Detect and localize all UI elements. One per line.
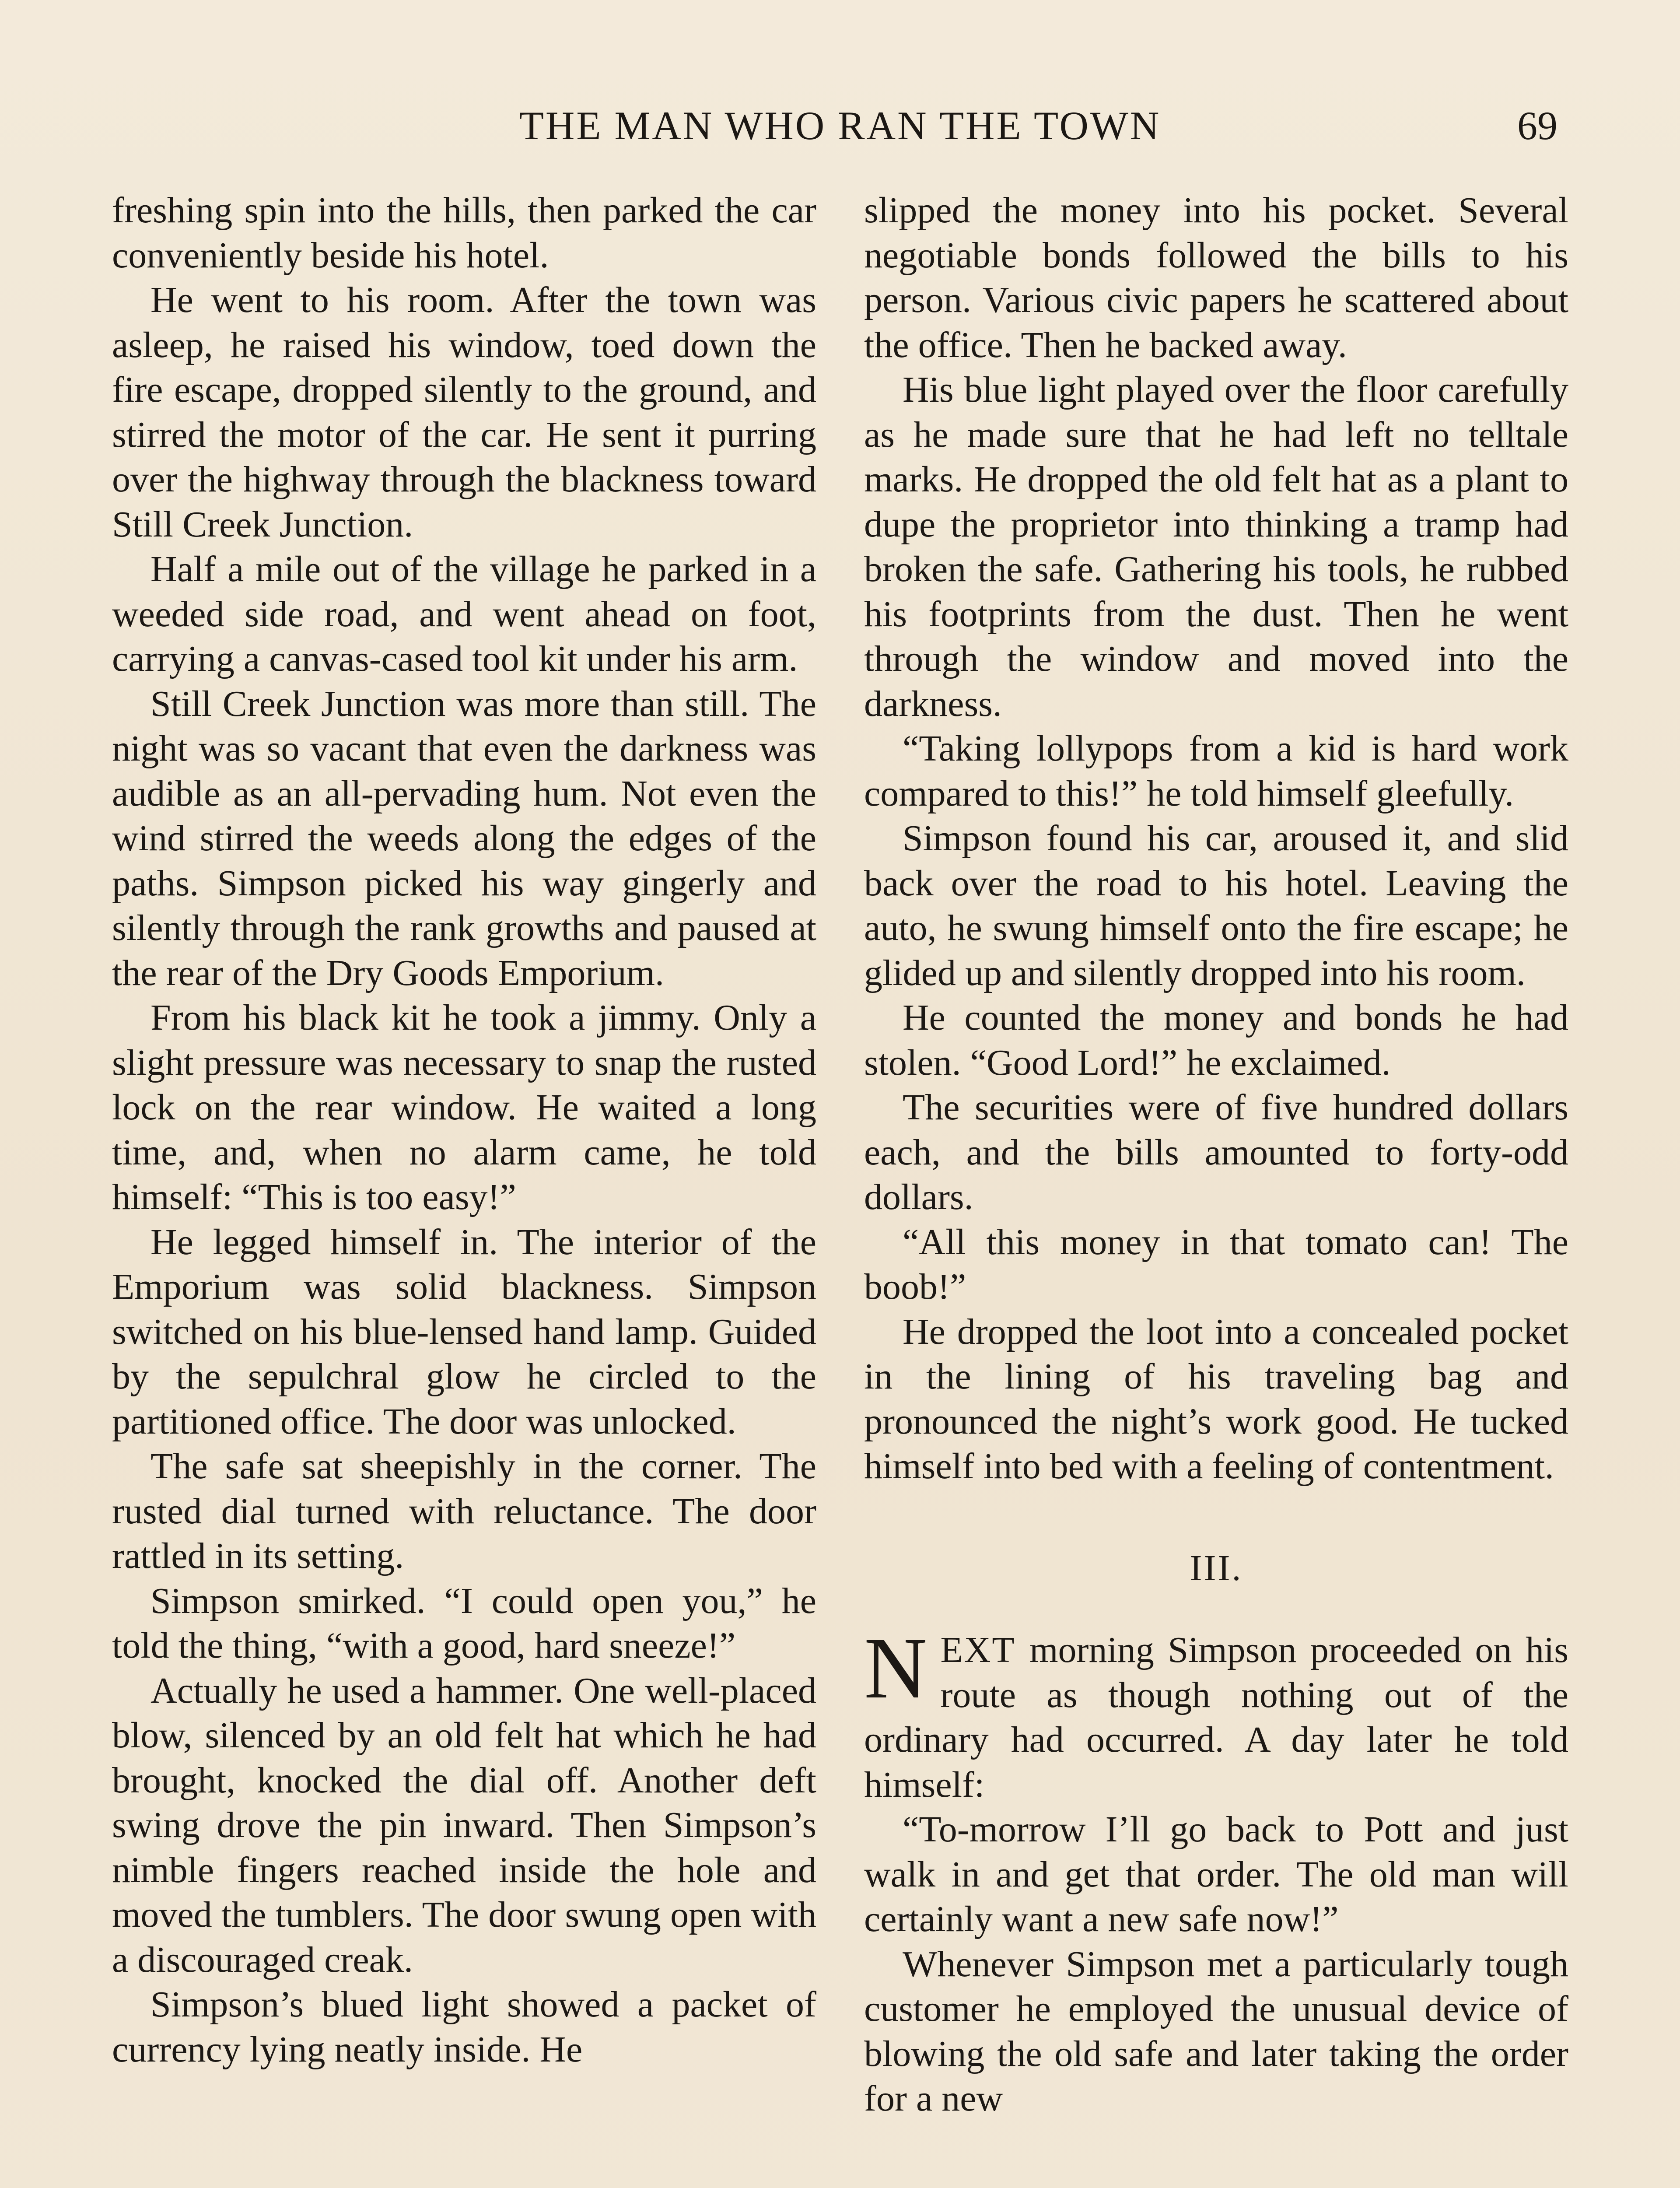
paragraph: From his black kit he took a jimmy. Only a slight pressure was necessary to snap the rusted lock on the rear window. He waited a long time, and, when no alarm came, he told himself: “This is too easy!” xyxy=(112,997,816,1217)
running-head xyxy=(0,102,1680,150)
paragraph: He legged himself in. The interior of the Emporium was solid blackness. Simpson switched on his blue-lensed hand lamp. Guided by the sepulchral glow he circled to the partitioned office. The door was unlocked. xyxy=(112,1221,816,1442)
drop-cap: N xyxy=(864,1620,928,1717)
page-number: 69 xyxy=(1517,103,1558,148)
paragraph: His blue light played over the floor carefully as he made sure that he had left no telltale marks. He dropped the old felt hat as a plant to dupe the proprietor into thinking a tramp had broken the safe. Gathering his tools, he rubbed his footprints from the dust. Then he went through the window and moved into the darkness. xyxy=(864,369,1568,724)
paragraph: He counted the money and bonds he had stolen. “Good Lord!” he exclaimed. xyxy=(864,997,1568,1083)
paragraph: “To-morrow I’ll go back to Pott and just walk in and get that order. The old man will certainly want a new safe now!” xyxy=(864,1809,1568,1939)
paragraph: He dropped the loot into a concealed pocket in the lining of his traveling bag and pronounced the night’s work good. He tucked himself into bed with a feeling of contentment. xyxy=(864,1311,1568,1487)
running-title: THE MAN WHO RAN THE TOWN xyxy=(519,103,1161,148)
paragraph: The safe sat sheepishly in the corner. The rusted dial turned with reluctance. The door rattled in its setting. xyxy=(112,1446,816,1576)
small-caps-lead: EXT xyxy=(940,1630,1016,1670)
paragraph: freshing spin into the hills, then parked the car conveniently beside his hotel. xyxy=(112,190,816,276)
paragraph: Still Creek Junction was more than still. The night was so vacant that even the darkness was audible as an all-pervading hum. Not even the wind stirred the weeds along the edges of the paths. Simpson picked his way gingerly and silently through the rank growths and paused at the rear of the Dry Goods Emporium. xyxy=(112,683,816,993)
section-heading: III. xyxy=(1190,1547,1243,1588)
paragraph: Whenever Simpson met a particularly tough customer he employed the unusual device of blowing the old safe and later taking the order for a new xyxy=(864,1943,1568,2119)
paragraph: “All this money in that tomato can! The boob!” xyxy=(864,1221,1568,1307)
paragraph: Half a mile out of the village he parked in a weeded side road, and went ahead on foot, carrying a canvas-cased tool kit under his arm. xyxy=(112,549,816,679)
paragraph: Actually he used a hammer. One well-placed blow, silenced by an old felt hat which he had brought, knocked the dial off. Another deft swing drove the pin inward. Then Simpson’s nimble fingers reached inside the hole and moved the tumblers. The door swung open with a discouraged creak. xyxy=(112,1670,816,1980)
right-column xyxy=(864,188,1568,2121)
section-first-paragraph xyxy=(864,1620,1568,1807)
paragraph: The securities were of five hundred dollars each, and the bills amounted to forty-odd dollars. xyxy=(864,1087,1568,1217)
paragraph: Simpson found his car, aroused it, and slid back over the road to his hotel. Leaving the auto, he swung himself onto the fire escape; he glided up and silently dropped into his room. xyxy=(864,818,1568,993)
left-column xyxy=(112,188,816,2072)
paragraph: Simpson’s blued light showed a packet of currency lying neatly inside. He xyxy=(112,1984,816,2070)
paragraph: slipped the money into his pocket. Several negotiable bonds followed the bills to his person. Various civic papers he scattered about the office. Then he backed away. xyxy=(864,190,1568,365)
paragraph: Simpson smirked. “I could open you,” he told the thing, “with a good, hard sneeze!” xyxy=(112,1580,816,1666)
first-paragraph-text: morning Simpson proceeded on his route as though nothing out of the ordinary had occurred. A day later he told himself: xyxy=(864,1630,1568,1805)
paragraph: He went to his room. After the town was asleep, he raised his window, toed down the fire escape, dropped silently to the ground, and stirred the motor of the car. He sent it purring over the highway through the blackness toward Still Creek Junction. xyxy=(112,280,816,545)
paragraph: “Taking lollypops from a kid is hard work compared to this!” he told himself gleefully. xyxy=(864,728,1568,814)
